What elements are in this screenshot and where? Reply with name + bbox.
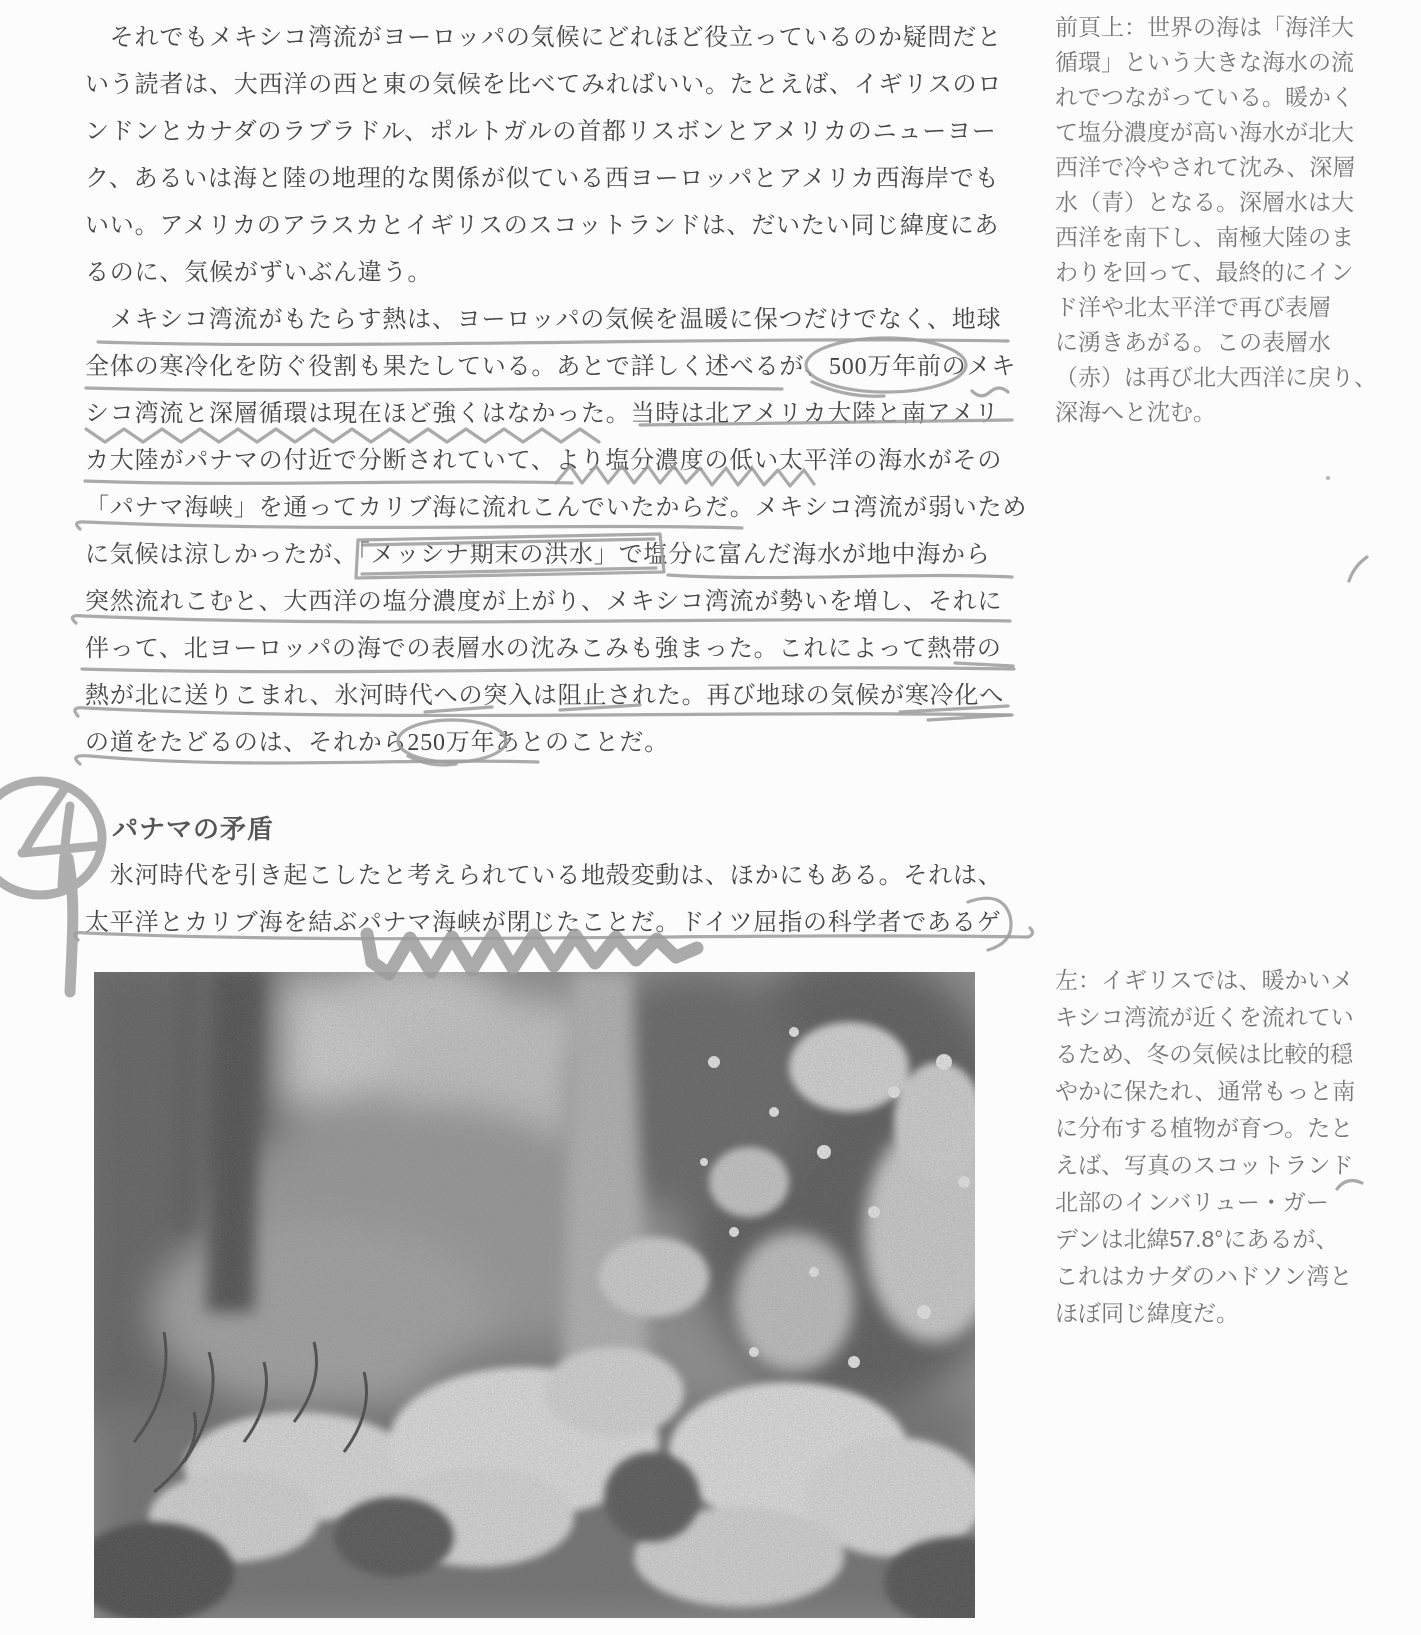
caption-line: デンは北緯57.8°にあるが、 bbox=[1055, 1226, 1339, 1252]
caption-line: （赤）は再び北大西洋に戻り、 bbox=[1055, 364, 1377, 390]
caption-line: 前頁上：世界の海は「海洋大 bbox=[1055, 14, 1354, 40]
margin-vertical-line bbox=[68, 858, 73, 992]
text-line: いい。アメリカのアラスカとイギリスのスコットランドは、だいたい同じ緯度にあ bbox=[85, 213, 1000, 239]
text-line: の道をたどるのは、それから250万年あとのことだ。 bbox=[85, 730, 669, 756]
caption-line: 深海へと沈む。 bbox=[1055, 399, 1216, 425]
pencil-tick bbox=[1349, 557, 1367, 581]
garden-photo bbox=[94, 972, 975, 1618]
caption-line: 水（青）となる。深層水は大 bbox=[1055, 189, 1354, 215]
text-line: メキシコ湾流がもたらす熱は、ヨーロッパの気候を温暖に保つだけでなく、地球 bbox=[85, 307, 1002, 333]
text-line: 突然流れこむと、大西洋の塩分濃度が上がり、メキシコ湾流が勢いを増し、それに bbox=[85, 589, 1003, 615]
body-paragraph-2 bbox=[85, 297, 1028, 767]
text-line: 氷河時代を引き起こしたと考えられている地殻変動は、ほかにもある。それは、 bbox=[85, 863, 1003, 889]
caption-line: 西洋で冷やされて沈み、深層 bbox=[1055, 154, 1356, 180]
text-line: 全体の寒冷化を防ぐ役割も果たしている。あとで詳しく述べるが、500万年前のメキ bbox=[85, 354, 1017, 380]
text-line: ンドンとカナダのラブラドル、ポルトガルの首都リスボンとアメリカのニューヨー bbox=[85, 119, 997, 145]
caption-line: ほぼ同じ緯度だ。 bbox=[1055, 1300, 1239, 1326]
caption-line: て塩分濃度が高い海水が北大 bbox=[1055, 119, 1354, 145]
text-line: 伴って、北ヨーロッパの海での表層水の沈みこみも強まった。これによって熱帯の bbox=[85, 636, 1002, 662]
caption-line: に湧きあがる。この表層水 bbox=[1055, 329, 1331, 355]
sidebar-caption-bottom bbox=[1055, 962, 1365, 1332]
caption-line: やかに保たれ、通常もっと南 bbox=[1055, 1078, 1356, 1104]
section-heading: パナマの矛盾 bbox=[112, 814, 275, 844]
text-line: 「パナマ海峡」を通ってカリブ海に流れこんでいたからだ。メキシコ湾流が弱いため bbox=[85, 495, 1028, 521]
caption-line: 北部のインバリュー・ガー bbox=[1055, 1189, 1329, 1215]
caption-line: れでつながっている。暖かく bbox=[1055, 84, 1354, 110]
caption-line: わりを回って、最終的にイン bbox=[1055, 259, 1354, 285]
text-line: るのに、気候がずいぶん違う。 bbox=[85, 260, 433, 286]
caption-line: 循環」という大きな海水の流 bbox=[1055, 49, 1354, 75]
body-paragraph-3 bbox=[85, 853, 1025, 947]
text-line: ク、あるいは海と陸の地理的な関係が似ている西ヨーロッパとアメリカ西海岸でも bbox=[85, 166, 1000, 192]
text-line: 熱が北に送りこまれ、氷河時代への突入は阻止された。再び地球の気候が寒冷化へ bbox=[85, 683, 1005, 709]
caption-line: に分布する植物が育つ。たと bbox=[1055, 1115, 1354, 1141]
sidebar-caption-top bbox=[1055, 10, 1377, 430]
caption-line: 西洋を南下し、南極大陸のま bbox=[1055, 224, 1354, 250]
text-line: シコ湾流と深層循環は現在ほど強くはなかった。当時は北アメリカ大陸と南アメリ bbox=[85, 401, 1000, 427]
text-line: カ大陸がパナマの付近で分断されていて、より塩分濃度の低い太平洋の海水がその bbox=[85, 448, 1003, 474]
text-line: 太平洋とカリブ海を結ぶパナマ海峡が閉じたことだ。ドイツ屈指の科学者であるゲ bbox=[85, 910, 1002, 936]
text-line: いう読者は、大西洋の西と東の気候を比べてみればいい。たとえば、イギリスのロ bbox=[85, 72, 1003, 98]
garden-photo-image bbox=[94, 972, 975, 1618]
pencil-dot bbox=[1326, 476, 1330, 480]
caption-line: えば、写真のスコットランド bbox=[1055, 1152, 1354, 1178]
caption-line: るため、冬の気候は比較的穏 bbox=[1055, 1041, 1354, 1067]
caption-line: 左：イギリスでは、暖かいメ bbox=[1055, 967, 1354, 993]
caption-line: ド洋や北太平洋で再び表層 bbox=[1055, 294, 1331, 320]
text-line: それでもメキシコ湾流がヨーロッパの気候にどれほど役立っているのか疑問だと bbox=[85, 25, 1002, 51]
text-line: に気候は涼しかったが、「メッシナ期末の洪水」で塩分に富んだ海水が地中海から bbox=[85, 542, 991, 568]
caption-line: キシコ湾流が近くを流れてい bbox=[1055, 1004, 1354, 1030]
body-paragraph-1 bbox=[85, 15, 1025, 297]
caption-line: これはカナダのハドソン湾と bbox=[1055, 1263, 1353, 1289]
